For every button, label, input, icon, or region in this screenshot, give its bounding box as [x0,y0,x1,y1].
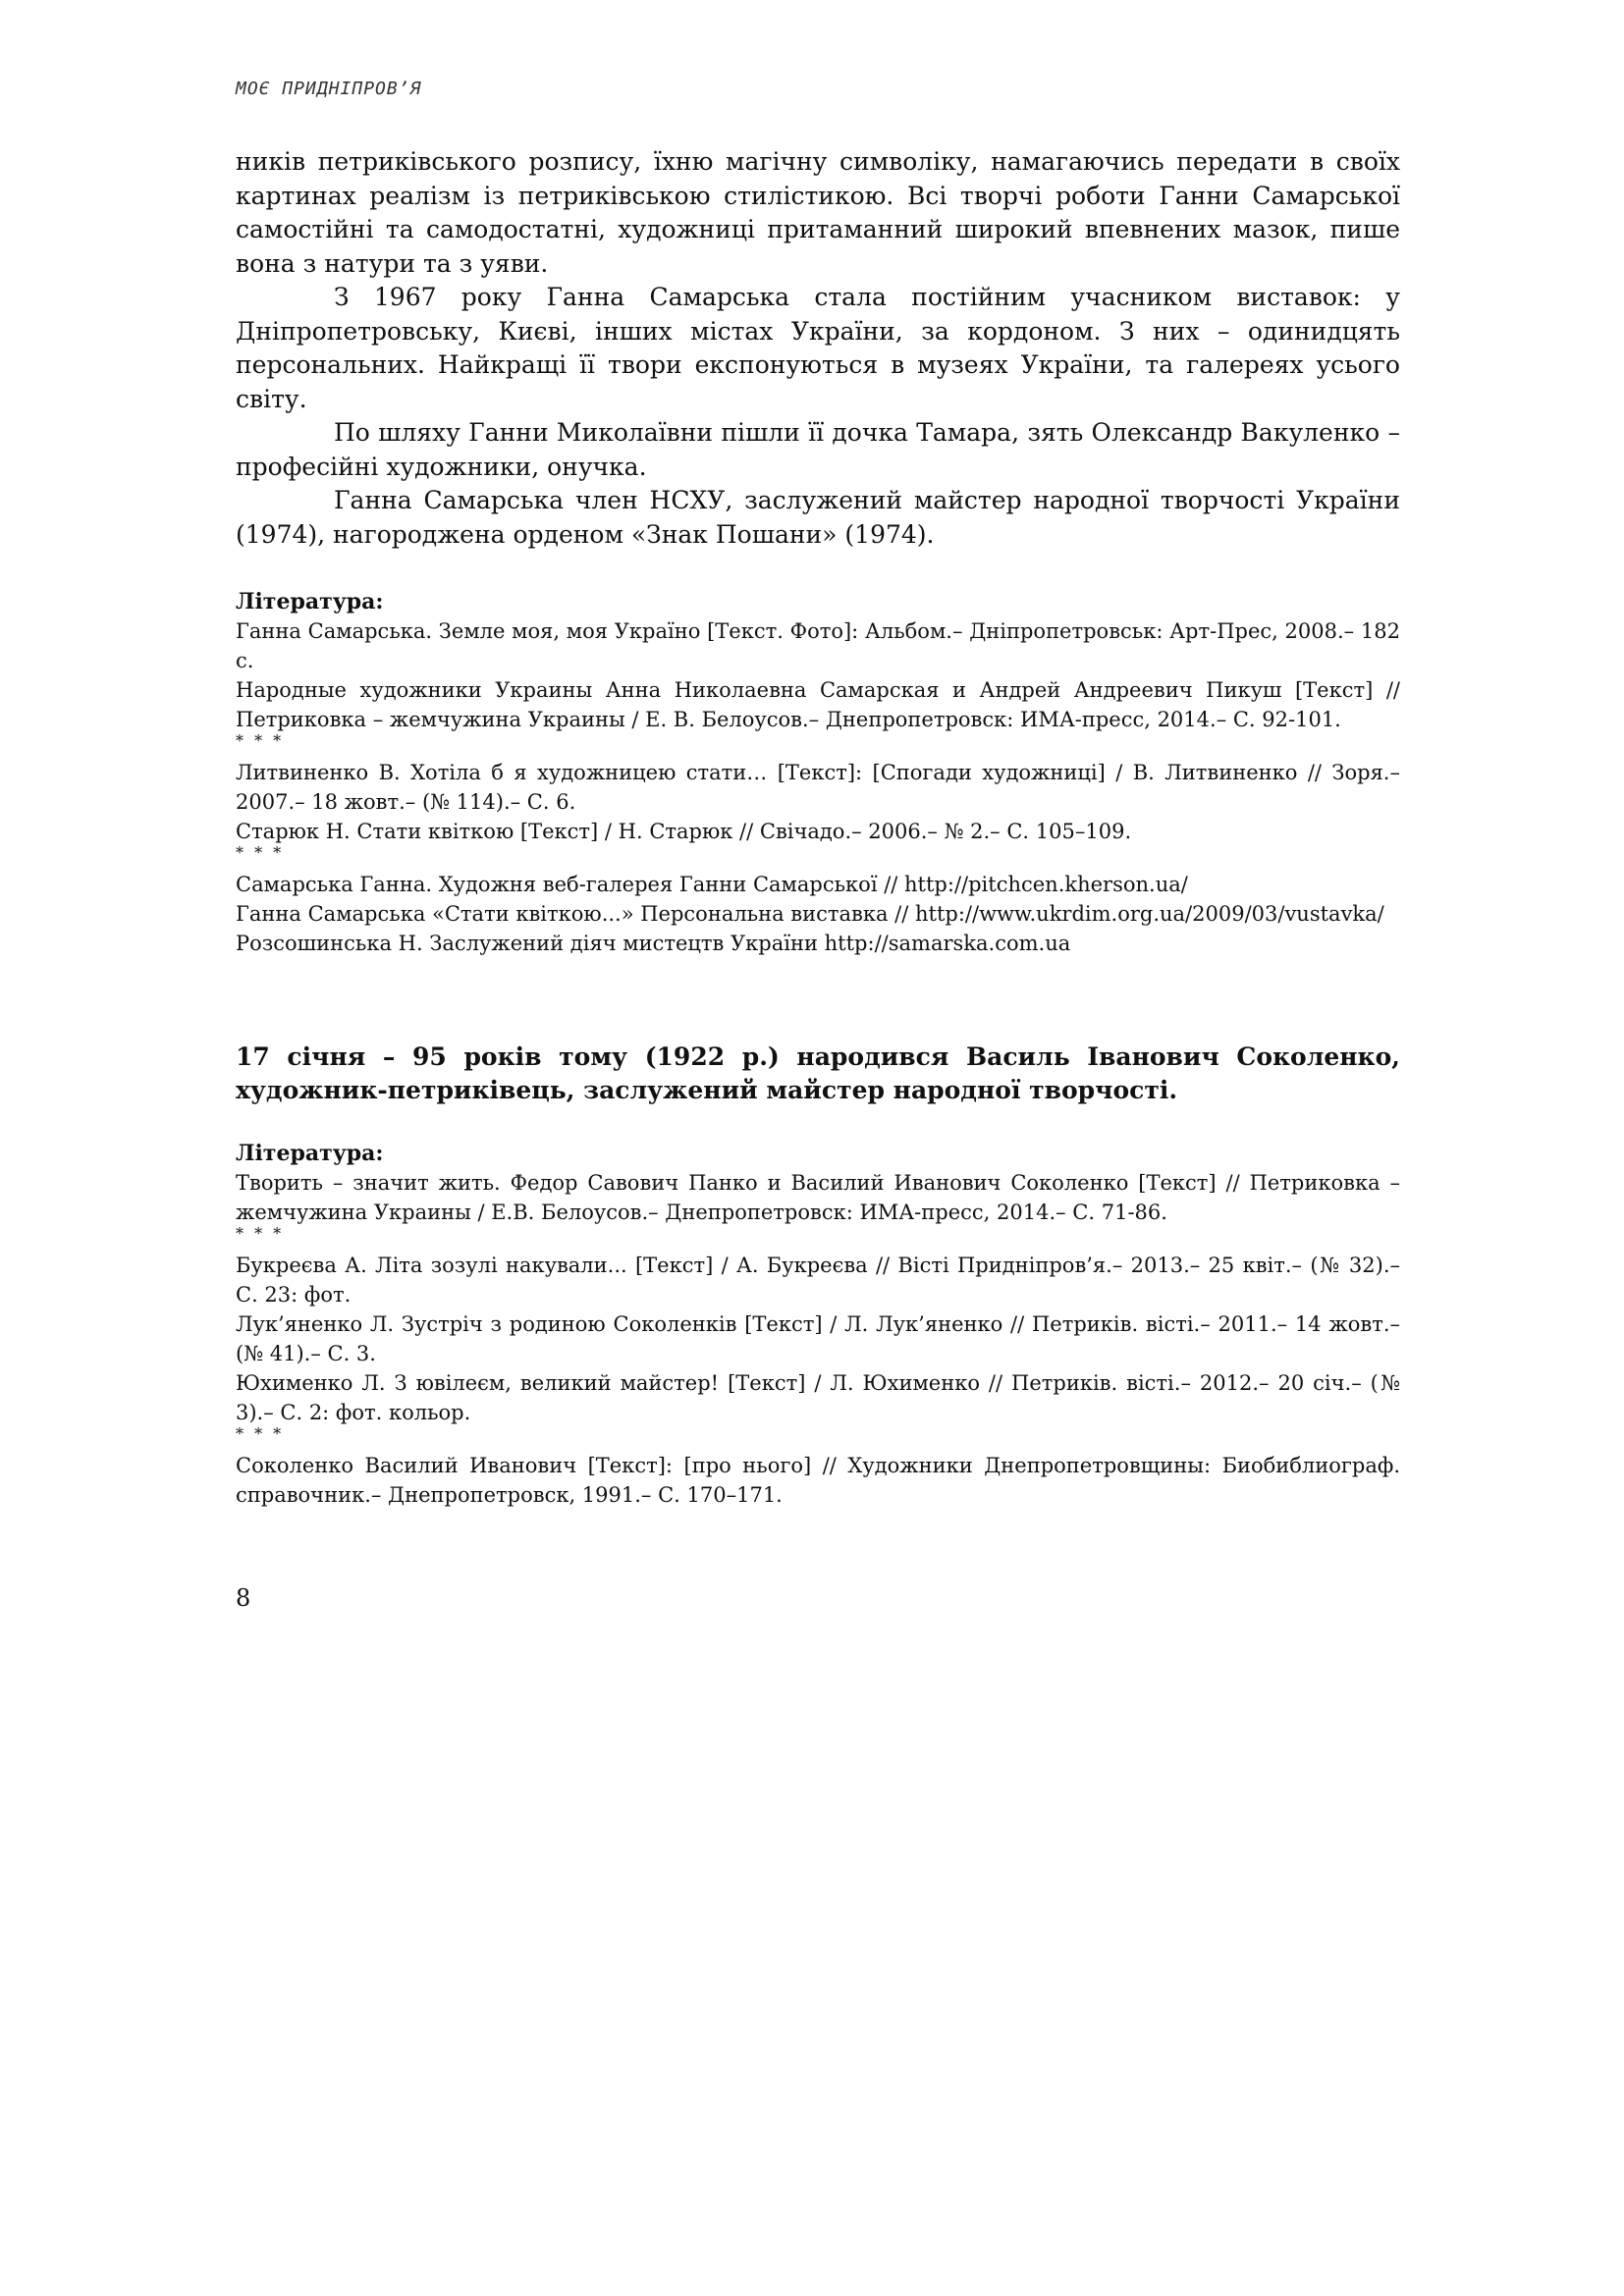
reference-item: Народные художники Украины Анна Николаевна Самарская и Андрей Андреевич Пикуш [Текст] // Петриковка – жемчужина Украины / Е. В. Белоусов.– Днепропетровск: ИМА-пресс, 2014.– С. 92-101. [236,678,1400,731]
separator-stars: * * * [236,1424,285,1443]
literature-heading: Література: [236,589,384,614]
reference-link[interactable]: Розсошинська Н. Заслужений діяч мистецтв України http://samarska.com.ua [236,932,1071,955]
page-body [236,145,1400,1510]
reference-item: Юхименко Л. З ювілеєм, великий майстер! [Текст] / Л. Юхименко // Петриків. вісті.– 2012.– 20 січ.– (№ 3).– С. 2: фот. кольор. [236,1371,1400,1424]
reference-item: Соколенко Василий Иванович [Текст]: [про нього] // Художники Днепропетровщины: Биобиблиограф. справочник.– Днепропетровск, 1991.– С. 170–171. [236,1454,1400,1507]
paragraph-3: По шляху Ганни Миколаївни пішли її дочка Тамара, зять Олександр Вакуленко – професійні художники, онучка. [236,418,1400,481]
paragraph-4: Ганна Самарська член НСХУ, заслужений майстер народної творчості України (1974), нагороджена орденом «Знак Пошани» (1974). [236,486,1400,549]
running-header: МОЄ ПРИДНІПРОВ’Я [236,79,422,99]
reference-item: Ганна Самарська. Земле моя, моя Україно [Текст. Фото]: Альбом.– Дніпропетровськ: Арт-Прес, 2008.– 182 с. [236,619,1400,672]
separator-stars: * * * [236,731,285,750]
separator-stars: * * * [236,843,285,862]
reference-item: Старюк Н. Стати квіткою [Текст] / Н. Старюк // Свічадо.– 2006.– № 2.– С. 105–109. [236,820,1132,843]
reference-link[interactable]: Ганна Самарська «Стати квіткою...» Персональна виставка // http://www.ukrdim.org.ua/2009/03/vustavka/ [236,902,1384,926]
page-number: 8 [236,1584,251,1612]
event-heading: 17 січня – 95 років тому (1922 р.) народився Василь Іванович Соколенко, художник-петриківець, заслужений майстер народної творчості. [236,1042,1400,1104]
paragraph-1: ників петриківського розпису, їхню магічну символіку, намагаючись передати в своїх картинах реалізм із петриківською стилістикою. Всі творчі роботи Ганни Самарської самостійні та самодостатні, художниці притаманний широкий впевнених мазок, пише вона з натури та з уяви. [236,147,1400,278]
literature-heading: Література: [236,1141,384,1166]
separator-stars: * * * [236,1224,285,1243]
reference-item: Букреєва А. Літа зозулі накували... [Текст] / А. Букреєва // Вісті Придніпров’я.– 2013.– 25 квіт.– (№ 32).– С. 23: фот. [236,1254,1400,1307]
reference-link[interactable]: Самарська Ганна. Художня веб-галерея Ганни Самарської // http://pitchcen.kherson.ua/ [236,873,1188,896]
paragraph-2: З 1967 року Ганна Самарська стала постійним учасником виставок: у Дніпропетровську, Києві, інших містах України, за кордоном. З них – одинидцять персональних. Найкращі її твори експонуються в музеях України, та галереях усього світу. [236,283,1400,413]
reference-item: Литвиненко В. Хотіла б я художницею стати… [Текст]: [Спогади художниці] / В. Литвиненко // Зоря.– 2007.– 18 жовт.– (№ 114).– С. 6. [236,761,1400,814]
reference-item: Творить – значит жить. Федор Савович Панко и Василий Иванович Соколенко [Текст] // Петриковка – жемчужина Украины / Е.В. Белоусов.– Днепропетровск: ИМА-пресс, 2014.– С. 71-86. [236,1171,1400,1224]
reference-item: Лук’яненко Л. Зустріч з родиною Соколенків [Текст] / Л. Лук’яненко // Петриків. вісті.– 2011.– 14 жовт.– (№ 41).– С. 3. [236,1312,1400,1365]
